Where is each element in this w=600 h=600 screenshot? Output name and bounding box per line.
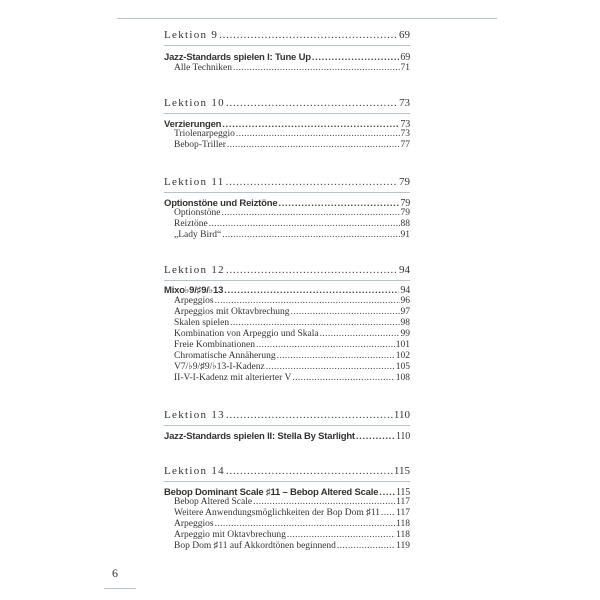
dot-leader [222,120,399,130]
lesson-heading [164,30,410,41]
subsection-entry-page-number: 102 [395,351,410,361]
dot-leader [277,352,395,362]
lesson-heading [164,265,410,276]
chapter-entry-label: Mixo♭9/♯9/♭13 [164,285,224,296]
subsection-entry [164,341,410,351]
subsection-entry-page-number: 98 [400,318,410,328]
lesson-heading-page-number: 73 [399,97,410,109]
subsection-entry [164,308,410,318]
lesson-heading-page-number: 79 [399,176,410,188]
subsection-entry [164,220,410,230]
subsection-entry-label: Triolenarpeggio [174,129,235,139]
section-divider [164,113,410,114]
chapter-entry-label: Optionstöne und Reiztöne [164,198,278,209]
subsection-entry [164,363,410,373]
dot-leader [226,265,398,276]
subsection-entry [164,209,410,219]
subsection-entry-label: Arpeggios [174,519,214,529]
subsection-entry-label: II-V-I-Kadenz mit alterierter V [174,373,292,383]
chapter-entry-label: Bebop Dominant Scale ♯11 – Bebop Altered Scale [164,487,379,498]
subsection-entry-label: Skalen spielen [174,318,230,328]
dot-leader [215,297,400,307]
chapter-entry-page-number: 94 [400,285,410,296]
subsection-entry-page-number: 119 [396,541,410,551]
dot-leader [221,209,399,219]
section-divider [164,45,410,46]
section-divider [164,192,410,193]
subsection-entry-label: Bebop Altered Scale [174,497,253,507]
subsection-entry-label: Chromatische Annäherung [174,351,276,361]
chapter-entry [164,286,410,296]
subsection-entry-label: Arpeggios mit Oktavbrechung [174,307,290,317]
dot-leader [226,98,398,109]
section-divider [164,425,410,426]
chapter-entry-page-number: 110 [395,431,410,442]
subsection-entry-page-number: 91 [400,230,410,240]
dot-leader [224,286,399,296]
subsection-entry-label: „Lady Bird“ [174,230,222,240]
dot-leader [233,64,400,74]
dot-leader [226,410,393,421]
subsection-entry-page-number: 97 [400,307,410,317]
lesson-heading [164,410,410,421]
dot-leader [356,432,395,442]
dot-leader [219,30,398,41]
dot-leader [287,531,395,541]
dot-leader [226,177,398,188]
dot-leader [227,141,400,151]
subsection-entry-label: Alle Techniken [174,63,232,73]
dot-leader [381,509,395,519]
dot-leader [209,220,400,230]
lesson-heading-label: Lektion 14 [164,465,225,477]
dot-leader [291,308,400,318]
subsection-entry [164,231,410,241]
page-number: 6 [112,566,118,580]
subsection-entry-label: Optionstöne [174,208,221,218]
section-divider [164,481,410,482]
subsection-entry [164,352,410,362]
lesson-heading-page-number: 94 [399,264,410,276]
section-divider [164,280,410,281]
subsection-entry [164,509,410,519]
chapter-entry-label: Verzierungen [164,119,222,130]
top-rule [117,18,497,19]
subsection-entry-label: Bop Dom ♯11 auf Akkordtönen beginnend [174,541,336,551]
subsection-entry-label: V7/♭9/♯9/♭13-I-Kadenz [174,362,265,372]
subsection-entry [164,531,410,541]
lesson-heading-page-number: 115 [393,465,410,477]
subsection-entry-page-number: 101 [395,340,410,350]
subsection-entry [164,297,410,307]
subsection-entry-page-number: 71 [400,63,410,73]
chapter-entry-page-number: 79 [400,198,410,209]
subsection-entry [164,520,410,530]
dot-leader [312,53,400,63]
chapter-entry-label: Jazz-Standards spielen I: Tune Up [164,52,311,63]
subsection-entry [164,374,410,384]
footer-rule [104,588,136,589]
subsection-entry-page-number: 117 [396,497,410,507]
subsection-entry-label: Arpeggio mit Oktavbrechung [174,530,286,540]
subsection-entry [164,141,410,151]
subsection-entry [164,319,410,329]
lesson-heading-label: Lektion 12 [164,264,225,276]
subsection-entry-label: Kombination von Arpeggio und Skala [174,329,319,339]
subsection-entry-page-number: 118 [396,530,410,540]
dot-leader [278,199,399,209]
dot-leader [226,466,393,477]
subsection-entry-page-number: 118 [396,519,410,529]
dot-leader [253,498,395,508]
subsection-entry-page-number: 117 [396,508,410,518]
lesson-heading-label: Lektion 10 [164,97,225,109]
dot-leader [256,341,395,351]
dot-leader [215,520,396,530]
lesson-heading [164,466,410,477]
subsection-entry-page-number: 79 [400,208,410,218]
subsection-entry-page-number: 88 [400,219,410,229]
subsection-entry-page-number: 96 [400,296,410,306]
dot-leader [379,488,395,498]
lesson-heading-label: Lektion 13 [164,409,225,421]
subsection-entry [164,330,410,340]
subsection-entry [164,64,410,74]
dot-leader [337,542,395,552]
dot-leader [266,363,395,373]
lesson-heading [164,177,410,188]
subsection-entry-page-number: 73 [400,129,410,139]
chapter-entry-page-number: 115 [395,487,410,498]
chapter-entry-label: Jazz-Standards spielen II: Stella By Starlight [164,431,355,442]
subsection-entry [164,498,410,508]
subsection-entry-page-number: 99 [400,329,410,339]
dot-leader [222,231,399,241]
dot-leader [292,374,394,384]
subsection-entry [164,130,410,140]
lesson-heading-label: Lektion 11 [164,176,225,188]
chapter-entry [164,432,410,442]
subsection-entry-page-number: 77 [400,140,410,150]
subsection-entry-label: Weitere Anwendungsmöglichkeiten der Bop Dom ♯11 [174,508,380,518]
subsection-entry-page-number: 108 [395,373,410,383]
subsection-entry-page-number: 105 [395,362,410,372]
chapter-entry-page-number: 69 [400,52,410,63]
subsection-entry-label: Reiztöne [174,219,208,229]
dot-leader [230,319,399,329]
chapter-entry [164,53,410,63]
lesson-heading-page-number: 69 [399,29,410,41]
lesson-heading [164,98,410,109]
subsection-entry-label: Arpeggios [174,296,214,306]
chapter-entry-page-number: 73 [400,119,410,130]
subsection-entry [164,542,410,552]
dot-leader [320,330,400,340]
subsection-entry-label: Freie Kombinationen [174,340,255,350]
lesson-heading-label: Lektion 9 [164,29,219,41]
lesson-heading-page-number: 110 [393,409,410,421]
subsection-entry-label: Bebop-Triller [174,140,226,150]
dot-leader [236,130,400,140]
